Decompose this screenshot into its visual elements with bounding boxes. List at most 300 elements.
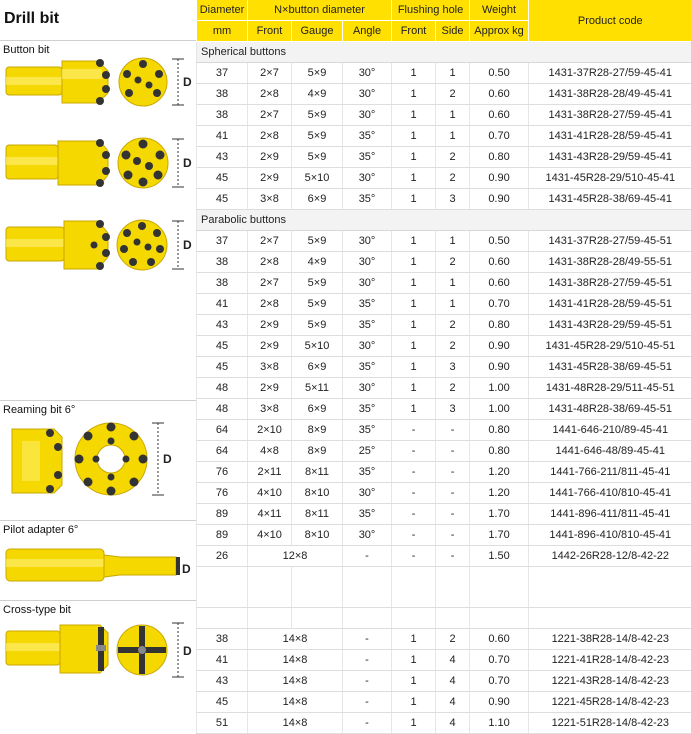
table-cell: 1.10	[470, 713, 529, 734]
table-row	[197, 462, 691, 483]
table-cell: 2×7	[248, 63, 292, 84]
table-row	[197, 357, 691, 378]
button-bit-face-image-2	[118, 138, 168, 188]
table-cell: 2×8	[248, 252, 292, 273]
category-cross-type-bit	[0, 600, 196, 701]
table-cell: 38	[197, 84, 248, 105]
table-cell: 4×9	[292, 84, 343, 105]
table-cell: 14×8	[248, 671, 343, 692]
table-cell: 1221-51R28-14/8-42-23	[529, 713, 691, 734]
table-cell: 1	[392, 84, 436, 105]
table-row	[197, 294, 691, 315]
table-cell: -	[436, 420, 470, 441]
table-cell: 5×10	[292, 336, 343, 357]
reaming-bit-illustrations	[0, 401, 196, 521]
reaming-bit-face-image	[75, 423, 148, 496]
table-cell: 30°	[343, 252, 392, 273]
table-cell: 35°	[343, 126, 392, 147]
table-cell: 4	[436, 671, 470, 692]
table-row	[197, 399, 691, 420]
category-button-bit	[0, 40, 196, 400]
table-cell: 35°	[343, 420, 392, 441]
table-row	[197, 189, 691, 210]
spec-table-area	[196, 0, 691, 701]
table-cell: 1431-43R28-29/59-45-51	[529, 315, 691, 336]
table-cell: 1	[392, 399, 436, 420]
table-cell: 1431-41R28-28/59-45-41	[529, 126, 691, 147]
table-cell: 0.70	[470, 294, 529, 315]
table-cell: 0.90	[470, 357, 529, 378]
table-cell: 0.60	[470, 252, 529, 273]
table-cell: 1.20	[470, 462, 529, 483]
table-cell: 1	[392, 231, 436, 252]
table-cell: -	[343, 692, 392, 713]
table-cell: 1431-38R28-28/49-55-51	[529, 252, 691, 273]
table-cell: 1.70	[470, 504, 529, 525]
table-cell: 35°	[343, 399, 392, 420]
empty-cell	[292, 567, 343, 608]
table-cell: 2×11	[248, 462, 292, 483]
table-cell: 0.60	[470, 273, 529, 294]
button-bit-side-image-1	[6, 59, 110, 105]
table-cell: 45	[197, 189, 248, 210]
table-cell: 1441-646-48/89-45-41	[529, 441, 691, 462]
table-cell: 30°	[343, 84, 392, 105]
table-cell: 2×9	[248, 315, 292, 336]
table-cell: 76	[197, 462, 248, 483]
table-cell: 64	[197, 441, 248, 462]
cross-bit-face-image	[117, 625, 167, 675]
table-cell: 1	[392, 713, 436, 734]
table-cell: 1431-38R28-28/49-45-41	[529, 84, 691, 105]
table-cell: 4×11	[248, 504, 292, 525]
table-cell: 5×10	[292, 168, 343, 189]
table-cell: 3	[436, 189, 470, 210]
table-cell: -	[392, 504, 436, 525]
table-cell: 1431-37R28-27/59-45-51	[529, 231, 691, 252]
table-cell: -	[392, 441, 436, 462]
table-cell: 38	[197, 105, 248, 126]
table-cell: 5×9	[292, 294, 343, 315]
table-cell: 1	[392, 294, 436, 315]
table-cell: 5×11	[292, 378, 343, 399]
table-cell: 38	[197, 629, 248, 650]
table-cell: 30°	[343, 483, 392, 504]
table-cell: 0.90	[470, 189, 529, 210]
empty-cell	[529, 567, 691, 608]
table-cell: 30°	[343, 273, 392, 294]
table-cell: 8×11	[292, 504, 343, 525]
table-cell: 1441-896-411/811-45-41	[529, 504, 691, 525]
table-cell: 5×9	[292, 105, 343, 126]
table-cell: 30°	[343, 63, 392, 84]
table-cell: 4	[436, 650, 470, 671]
spec-table	[196, 0, 691, 734]
table-cell: 1442-26R28-12/8-42-22	[529, 546, 691, 567]
table-cell: 30°	[343, 168, 392, 189]
table-cell: 41	[197, 294, 248, 315]
table-cell: 0.80	[470, 441, 529, 462]
table-cell: 5×9	[292, 273, 343, 294]
table-cell: 41	[197, 126, 248, 147]
cross-bit-side-image	[6, 625, 108, 673]
table-cell: 2×9	[248, 168, 292, 189]
table-cell: 64	[197, 420, 248, 441]
table-cell: 1441-646-210/89-45-41	[529, 420, 691, 441]
table-cell: 1.20	[470, 483, 529, 504]
table-row	[197, 168, 691, 189]
category-label: Button bit	[3, 44, 49, 56]
table-cell: 1431-48R28-38/69-45-51	[529, 399, 691, 420]
table-cell: 0.60	[470, 105, 529, 126]
table-cell: 1	[392, 378, 436, 399]
table-cell: 45	[197, 168, 248, 189]
table-row	[197, 504, 691, 525]
table-cell: 1	[392, 629, 436, 650]
table-cell: 1	[392, 147, 436, 168]
table-cell: 1431-43R28-29/59-45-41	[529, 147, 691, 168]
table-cell: 2	[436, 378, 470, 399]
table-cell: 0.90	[470, 692, 529, 713]
dimension-label: D	[183, 156, 192, 170]
cross-type-bit-illustrations	[0, 601, 196, 702]
table-cell: 26	[197, 546, 248, 567]
table-cell: 1	[392, 126, 436, 147]
table-cell: -	[343, 650, 392, 671]
table-row	[197, 546, 691, 567]
table-cell: 1431-45R28-38/69-45-51	[529, 357, 691, 378]
section-header-row	[197, 210, 691, 231]
table-cell: 3	[436, 357, 470, 378]
table-cell: 1	[436, 63, 470, 84]
table-cell: 1431-45R28-29/510-45-41	[529, 168, 691, 189]
dimension-label: D	[183, 644, 192, 658]
table-cell: 1	[436, 273, 470, 294]
header-diameter: Diameter	[197, 0, 248, 21]
table-cell: 1	[392, 63, 436, 84]
empty-cell	[470, 567, 529, 608]
table-cell: 45	[197, 357, 248, 378]
header-angle: Angle	[343, 21, 392, 42]
table-cell: -	[436, 546, 470, 567]
table-cell: -	[392, 420, 436, 441]
table-cell: -	[392, 462, 436, 483]
table-cell: 2	[436, 629, 470, 650]
table-cell: 51	[197, 713, 248, 734]
category-pilot-adapter	[0, 520, 196, 600]
table-cell: 5×9	[292, 126, 343, 147]
table-cell: 3×8	[248, 399, 292, 420]
table-cell: 5×9	[292, 63, 343, 84]
table-cell: 0.50	[470, 231, 529, 252]
table-cell: 1441-766-211/811-45-41	[529, 462, 691, 483]
table-cell: 4×9	[292, 252, 343, 273]
table-cell: 89	[197, 525, 248, 546]
table-cell: 2×9	[248, 147, 292, 168]
table-cell: 8×9	[292, 420, 343, 441]
table-cell: 35°	[343, 147, 392, 168]
table-cell: 2×9	[248, 336, 292, 357]
empty-cell	[248, 608, 292, 629]
table-cell: 0.90	[470, 336, 529, 357]
table-cell: 38	[197, 252, 248, 273]
header-flush-side: Side	[436, 21, 470, 42]
empty-cell	[436, 567, 470, 608]
table-row	[197, 420, 691, 441]
reaming-bit-side-image	[12, 429, 62, 493]
table-cell: 2	[436, 147, 470, 168]
table-cell: 1431-37R28-27/59-45-41	[529, 63, 691, 84]
button-bit-illustrations	[0, 41, 196, 401]
table-cell: 1	[392, 273, 436, 294]
table-cell: -	[343, 671, 392, 692]
table-cell: 1	[392, 650, 436, 671]
table-cell: 4×10	[248, 525, 292, 546]
table-cell: 1	[392, 105, 436, 126]
table-cell: 43	[197, 147, 248, 168]
table-cell: 2	[436, 336, 470, 357]
spec-table-body	[197, 42, 691, 734]
empty-cell	[197, 567, 248, 608]
table-cell: 14×8	[248, 692, 343, 713]
table-cell: 38	[197, 273, 248, 294]
section-header: Spherical buttons	[197, 42, 691, 63]
table-cell: -	[392, 525, 436, 546]
table-cell: 41	[197, 650, 248, 671]
table-cell: 1	[436, 294, 470, 315]
table-cell: 1.50	[470, 546, 529, 567]
table-cell: 5×9	[292, 315, 343, 336]
table-cell: 35°	[343, 357, 392, 378]
table-row	[197, 650, 691, 671]
table-cell: 4	[436, 692, 470, 713]
table-cell: 3×8	[248, 189, 292, 210]
empty-cell	[343, 608, 392, 629]
table-row	[197, 231, 691, 252]
button-bit-side-image-2	[6, 139, 110, 187]
table-cell: 8×9	[292, 441, 343, 462]
table-row	[197, 629, 691, 650]
table-cell: 1	[392, 168, 436, 189]
table-cell: 0.80	[470, 147, 529, 168]
table-cell: 0.90	[470, 168, 529, 189]
dimension-label: D	[182, 562, 191, 576]
table-cell: -	[436, 483, 470, 504]
table-cell: 2	[436, 252, 470, 273]
table-cell: 1431-38R28-27/59-45-41	[529, 105, 691, 126]
section-header-row	[197, 42, 691, 63]
table-cell: 1.70	[470, 525, 529, 546]
header-buttons: N×button diameter	[248, 0, 392, 21]
table-cell: 1.00	[470, 399, 529, 420]
table-title-cell	[0, 0, 196, 40]
header-weight: Weight	[470, 0, 529, 21]
page-title: Drill bit	[4, 10, 59, 28]
empty-cell	[436, 608, 470, 629]
table-cell: 1431-48R28-29/511-45-51	[529, 378, 691, 399]
table-cell: 2×7	[248, 273, 292, 294]
table-cell: 14×8	[248, 713, 343, 734]
dimension-label: D	[183, 238, 192, 252]
table-cell: 14×8	[248, 650, 343, 671]
empty-cell	[392, 608, 436, 629]
table-cell: 35°	[343, 189, 392, 210]
table-cell: 0.70	[470, 126, 529, 147]
table-cell: 30°	[343, 105, 392, 126]
table-cell: 5×9	[292, 147, 343, 168]
spacer-row	[197, 608, 691, 629]
empty-cell	[248, 567, 292, 608]
table-cell: 89	[197, 504, 248, 525]
table-cell: 1431-38R28-27/59-45-51	[529, 273, 691, 294]
empty-cell	[343, 567, 392, 608]
table-cell: 3	[436, 399, 470, 420]
table-cell: 1	[392, 252, 436, 273]
button-bit-face-image-1	[119, 58, 167, 106]
header-gauge: Gauge	[292, 21, 343, 42]
table-row	[197, 105, 691, 126]
table-cell: 1	[436, 231, 470, 252]
table-row	[197, 378, 691, 399]
table-cell: 1221-38R28-14/8-42-23	[529, 629, 691, 650]
table-cell: 25°	[343, 441, 392, 462]
header-weight-unit: Approx kg	[470, 21, 529, 42]
table-cell: 2	[436, 84, 470, 105]
table-cell: 0.70	[470, 671, 529, 692]
header-diameter-unit: mm	[197, 21, 248, 42]
table-row	[197, 336, 691, 357]
table-cell: 45	[197, 336, 248, 357]
table-cell: 2	[436, 315, 470, 336]
header-front: Front	[248, 21, 292, 42]
empty-cell	[392, 567, 436, 608]
table-cell: 1	[436, 126, 470, 147]
header-flush-front: Front	[392, 21, 436, 42]
table-cell: 30°	[343, 525, 392, 546]
table-cell: 1441-896-410/810-45-41	[529, 525, 691, 546]
table-cell: 48	[197, 399, 248, 420]
empty-cell	[529, 608, 691, 629]
category-label: Pilot adapter 6°	[3, 524, 78, 536]
table-cell: 2×7	[248, 105, 292, 126]
table-cell: -	[343, 546, 392, 567]
table-cell: 1	[392, 357, 436, 378]
table-cell: 0.80	[470, 315, 529, 336]
table-cell: 2×8	[248, 126, 292, 147]
table-cell: 8×10	[292, 483, 343, 504]
table-cell: 14×8	[248, 629, 343, 650]
table-cell: 48	[197, 378, 248, 399]
empty-cell	[470, 608, 529, 629]
spacer-row	[197, 567, 691, 608]
table-row	[197, 483, 691, 504]
table-row	[197, 273, 691, 294]
table-cell: 30°	[343, 378, 392, 399]
table-row	[197, 84, 691, 105]
table-cell: 2×7	[248, 231, 292, 252]
table-cell: 1	[392, 671, 436, 692]
table-cell: 30°	[343, 336, 392, 357]
table-cell: 0.50	[470, 63, 529, 84]
table-cell: 6×9	[292, 399, 343, 420]
header-product-code: Product code	[529, 0, 691, 42]
table-cell: -	[436, 462, 470, 483]
table-cell: 30°	[343, 231, 392, 252]
table-row	[197, 252, 691, 273]
table-row	[197, 692, 691, 713]
table-row	[197, 315, 691, 336]
table-row	[197, 63, 691, 84]
table-cell: 3×8	[248, 357, 292, 378]
table-cell: 1221-41R28-14/8-42-23	[529, 650, 691, 671]
table-cell: 6×9	[292, 357, 343, 378]
table-cell: 1	[392, 692, 436, 713]
button-bit-side-image-3	[6, 220, 110, 270]
empty-cell	[197, 608, 248, 629]
table-cell: 8×11	[292, 462, 343, 483]
table-cell: 43	[197, 315, 248, 336]
button-bit-face-image-3	[117, 220, 167, 270]
table-row	[197, 126, 691, 147]
table-cell: 1441-766-410/810-45-41	[529, 483, 691, 504]
table-cell: -	[392, 483, 436, 504]
table-cell: 12×8	[248, 546, 343, 567]
table-cell: 1	[392, 189, 436, 210]
category-label: Cross-type bit	[3, 604, 71, 616]
table-row	[197, 713, 691, 734]
table-cell: 1	[436, 105, 470, 126]
header-flushing: Flushing hole	[392, 0, 470, 21]
table-cell: 37	[197, 231, 248, 252]
table-cell: 4×8	[248, 441, 292, 462]
table-cell: 35°	[343, 294, 392, 315]
table-cell: 45	[197, 692, 248, 713]
category-column	[0, 0, 196, 701]
table-cell: 6×9	[292, 189, 343, 210]
table-cell: 1431-45R28-29/510-45-51	[529, 336, 691, 357]
table-cell: 2×10	[248, 420, 292, 441]
table-cell: 1	[392, 336, 436, 357]
pilot-adapter-side-image	[6, 549, 180, 581]
table-cell: 1431-45R28-38/69-45-41	[529, 189, 691, 210]
table-cell: 1221-43R28-14/8-42-23	[529, 671, 691, 692]
category-reaming-bit	[0, 400, 196, 520]
table-cell: 0.70	[470, 650, 529, 671]
table-cell: 4×10	[248, 483, 292, 504]
dimension-label: D	[163, 452, 172, 466]
table-cell: 4	[436, 713, 470, 734]
empty-cell	[292, 608, 343, 629]
section-header: Parabolic buttons	[197, 210, 691, 231]
table-cell: 2×8	[248, 84, 292, 105]
table-row	[197, 441, 691, 462]
table-cell: 5×9	[292, 231, 343, 252]
table-cell: 1	[392, 315, 436, 336]
table-row	[197, 147, 691, 168]
table-cell: 35°	[343, 462, 392, 483]
table-row	[197, 525, 691, 546]
table-cell: -	[343, 713, 392, 734]
table-row	[197, 671, 691, 692]
table-cell: 0.60	[470, 629, 529, 650]
table-cell: 43	[197, 671, 248, 692]
table-cell: 2	[436, 168, 470, 189]
table-cell: 0.60	[470, 84, 529, 105]
pilot-adapter-illustration	[0, 521, 196, 601]
table-cell: 37	[197, 63, 248, 84]
table-cell: 2×8	[248, 294, 292, 315]
table-cell: 1221-45R28-14/8-42-23	[529, 692, 691, 713]
